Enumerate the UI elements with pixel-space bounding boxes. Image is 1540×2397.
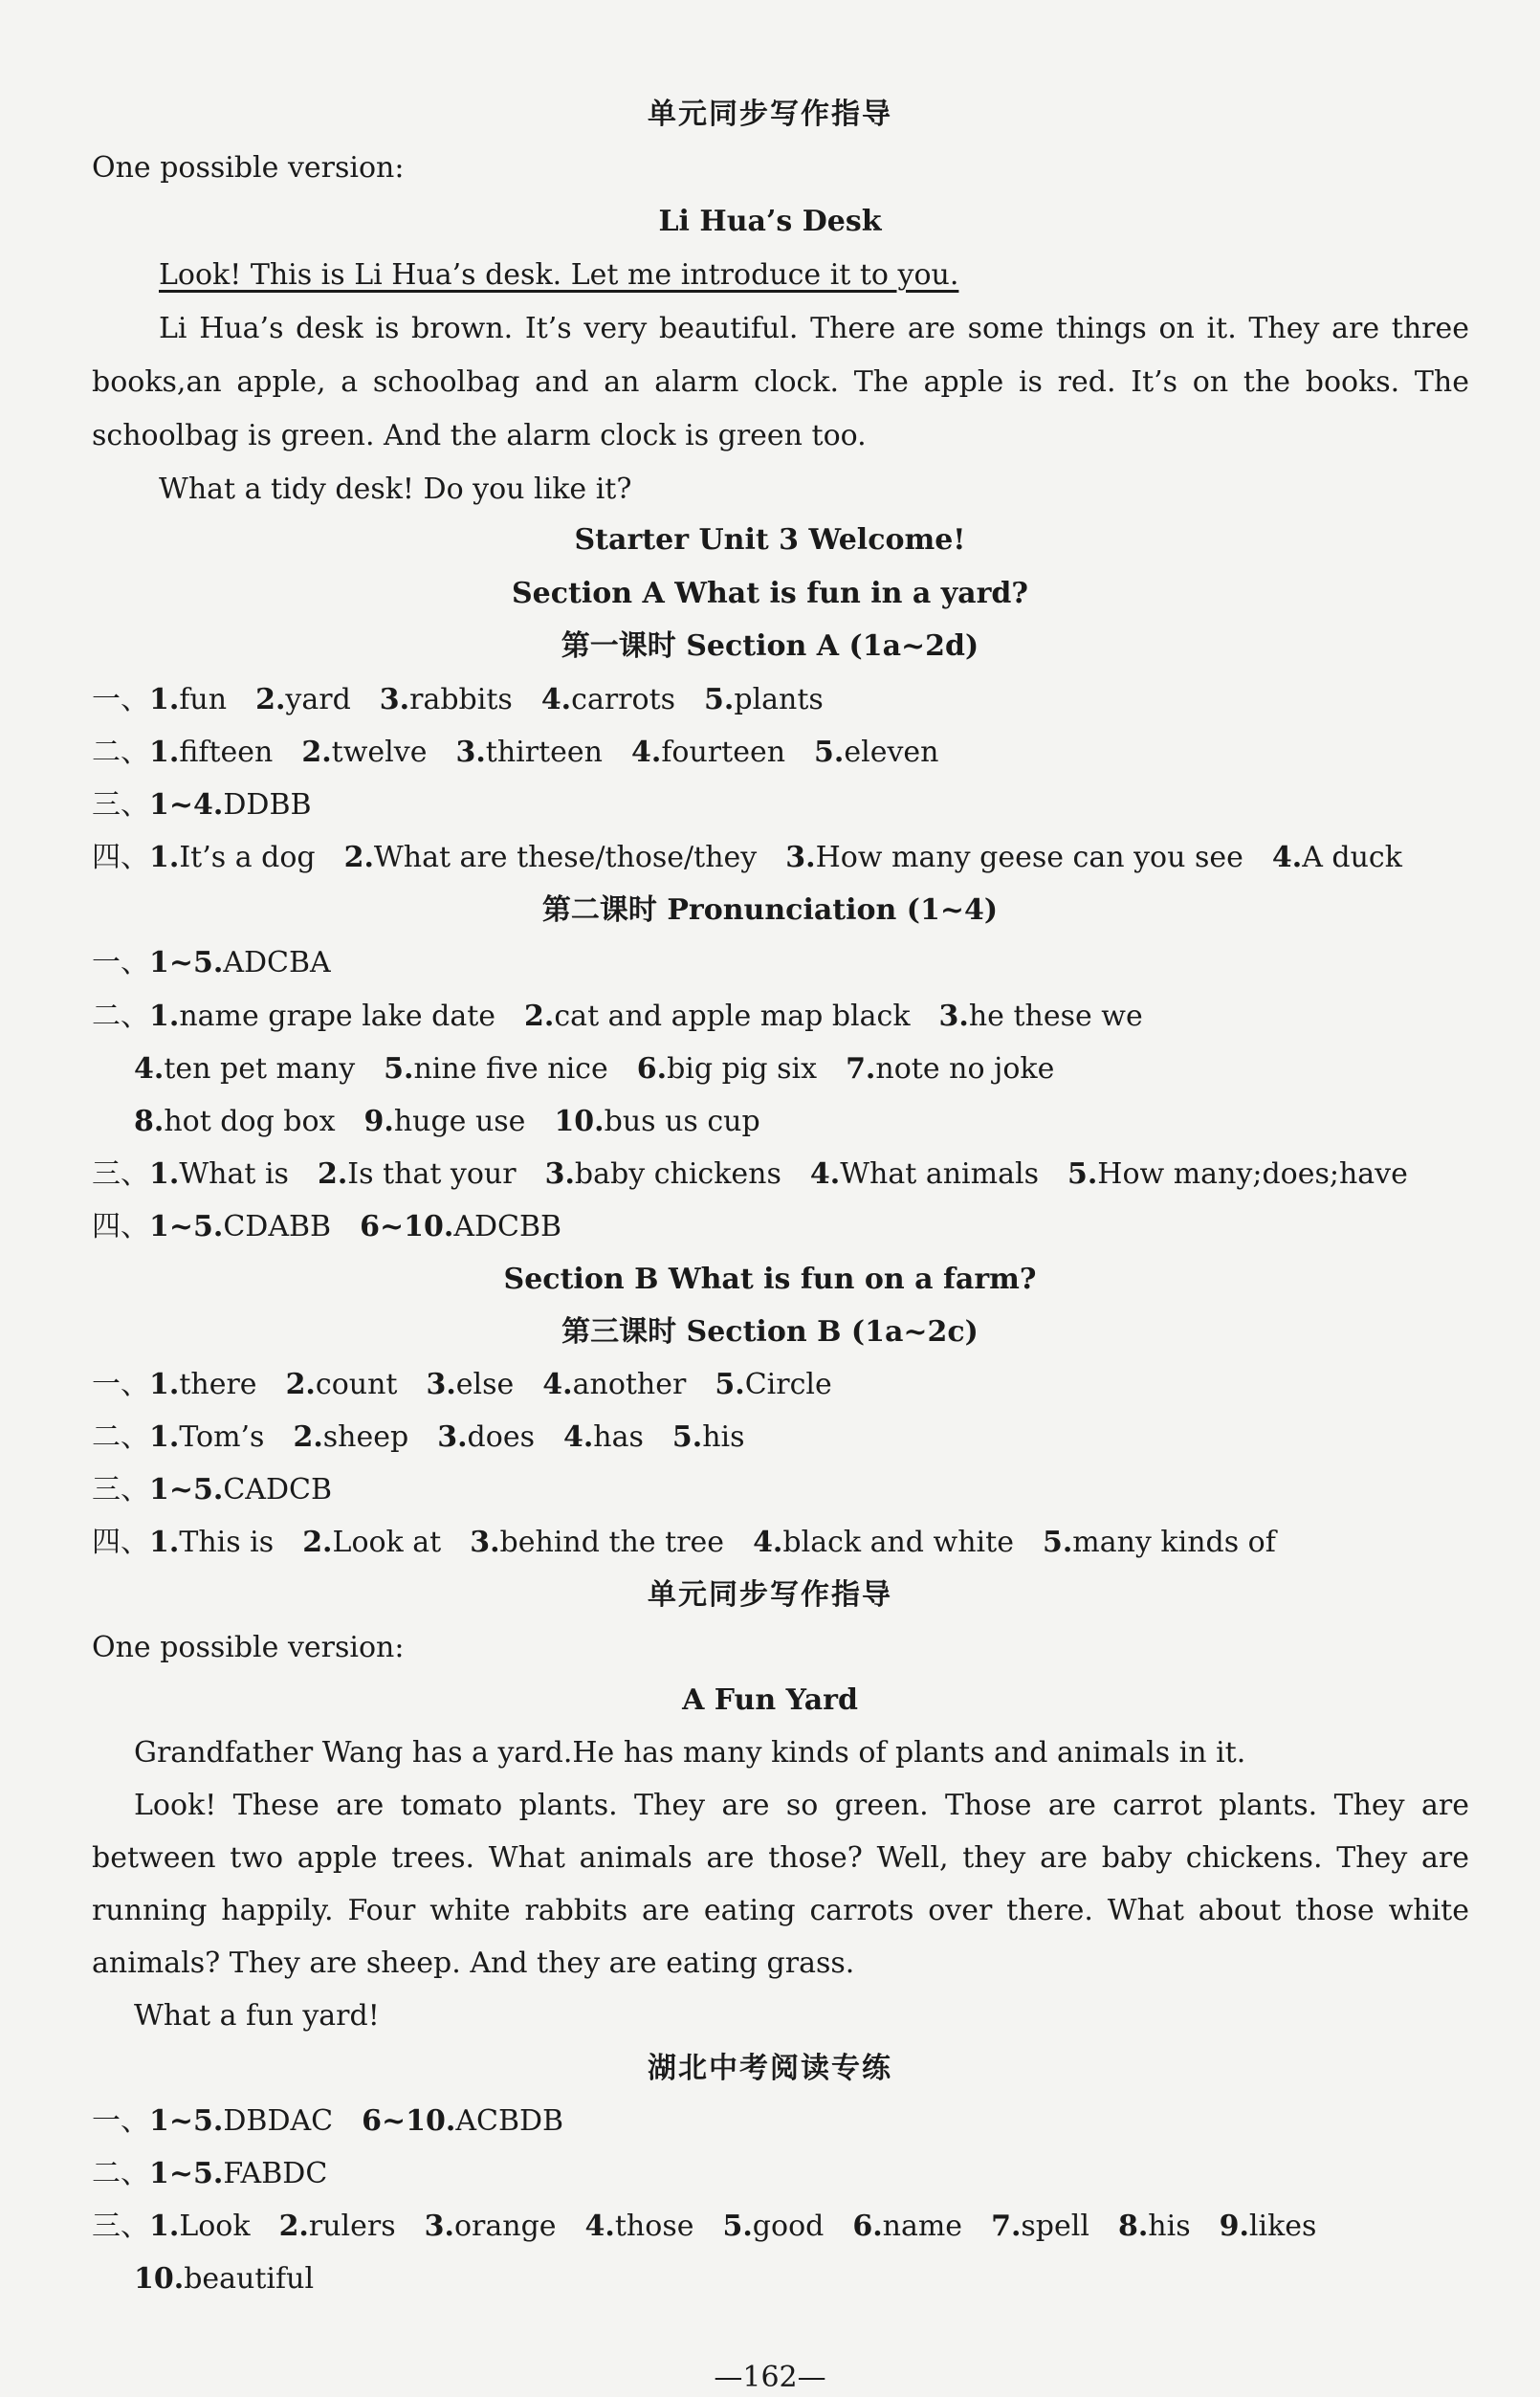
item-number: 1. [149, 1000, 180, 1033]
item-answer: there [179, 1368, 257, 1401]
lesson-1-title: 第一课时 Section A (1a~2d) [561, 629, 979, 663]
item-answer: big pig six [667, 1052, 818, 1086]
item-answer: fourteen [661, 736, 786, 769]
essay-line: Li Hua’s desk is brown. It’s very beautiful. There are some things on it. They are three [159, 312, 1469, 345]
item-answer: What animals [840, 1157, 1039, 1191]
item-number: 5. [1042, 1526, 1073, 1559]
item-answer: eleven [844, 736, 939, 769]
answer-item [149, 2104, 333, 2138]
item-number: 5. [671, 1420, 703, 1454]
essay-line: schoolbag is green. And the alarm clock is green too. [92, 419, 867, 452]
essay-line: What a fun yard! [134, 1999, 380, 2033]
question-marker: 一、 [92, 1368, 149, 1401]
writing-guide-title: 单元同步写作指导 [648, 1578, 892, 1612]
answer-item [149, 1210, 331, 1243]
version-label: One possible version: [92, 1631, 405, 1664]
answer-item [524, 1000, 910, 1033]
item-number: 3. [437, 1420, 468, 1454]
item-answer: his [702, 1420, 745, 1454]
essay-line: between two apple trees. What animals are those? Well, they are baby chickens. They are [92, 1841, 1469, 1875]
answer-item [425, 2210, 557, 2243]
item-number: 1~5. [149, 2104, 224, 2138]
unit-title: Starter Unit 3 Welcome! [574, 523, 966, 557]
answer-item [149, 1157, 289, 1191]
question-marker: 三、 [92, 2210, 149, 2243]
item-number: 9. [1219, 2210, 1249, 2243]
item-answer: likes [1248, 2210, 1317, 2243]
lesson-2-title: 第二课时 Pronunciation (1~4) [541, 893, 999, 927]
answer-item [1043, 1526, 1276, 1559]
item-number: 4. [753, 1526, 783, 1559]
item-answer: Look [179, 2210, 251, 2243]
answer-item [814, 736, 938, 769]
answer-item [1118, 2210, 1191, 2243]
question-marker: 四、 [92, 841, 149, 874]
item-number: 1. [149, 2210, 180, 2243]
item-number: 6~10. [362, 2104, 456, 2138]
answer-item [785, 841, 1243, 874]
answer-row: 三、1~5.CADCB [92, 1473, 333, 1506]
item-answer: It’s a dog [179, 841, 316, 874]
item-number: 2. [278, 2210, 309, 2243]
item-number: 5. [722, 2210, 753, 2243]
item-number: 3. [544, 1157, 575, 1191]
item-number: 1. [149, 1157, 180, 1191]
item-number: 1. [149, 841, 180, 874]
item-answer: How many;does;have [1097, 1157, 1408, 1191]
page-number: —162— [714, 2361, 826, 2394]
answer-item [301, 736, 427, 769]
item-answer: beautiful [184, 2262, 315, 2296]
answer-row [92, 1366, 1469, 1404]
item-number: 4. [809, 1157, 841, 1191]
section-a-title: Section A What is fun in a yard? [512, 577, 1028, 610]
item-number: 1. [149, 1420, 180, 1454]
item-answer: he these we [968, 1000, 1143, 1033]
answer-row [92, 839, 1469, 877]
item-number: 1. [149, 1368, 180, 1401]
item-answer: baby chickens [574, 1157, 781, 1191]
item-answer: fun [179, 683, 228, 716]
answer-item [149, 2210, 251, 2243]
answer-item [362, 2104, 563, 2138]
item-answer: What is [179, 1157, 289, 1191]
item-answer: This is [179, 1526, 275, 1559]
item-number: 3. [426, 1368, 456, 1401]
item-answer: What are these/those/they [373, 841, 758, 874]
answer-row [134, 1103, 1511, 1141]
answer-item [286, 1368, 398, 1401]
answer-item [704, 683, 824, 716]
answer-row [92, 998, 1469, 1036]
item-number: 2. [317, 1157, 348, 1191]
answer-item [134, 1052, 355, 1086]
item-answer: name grape lake date [179, 1000, 496, 1033]
question-marker: 一、 [92, 683, 149, 716]
answer-item [134, 2262, 314, 2296]
item-answer: How many geese can you see [815, 841, 1243, 874]
answer-row: 三、1~4.DDBB [92, 788, 312, 822]
item-number: 2. [343, 841, 374, 874]
item-number: 4. [630, 736, 662, 769]
item-answer: huge use [393, 1105, 526, 1138]
answer-item [631, 736, 785, 769]
answer-item [344, 841, 758, 874]
item-answer: ADCBB [453, 1210, 562, 1243]
item-number: 8. [134, 1105, 165, 1138]
answer-row: 二、1~5.FABDC [92, 2157, 328, 2190]
essay-paragraph [159, 256, 1536, 295]
item-answer: else [455, 1368, 515, 1401]
item-number: 3. [938, 1000, 969, 1033]
essay-line: What a tidy desk! Do you like it? [159, 473, 632, 506]
item-number: 2. [255, 683, 286, 716]
answer-item [149, 736, 273, 769]
item-answer: rabbits [409, 683, 513, 716]
item-answer: hot dog box [164, 1105, 336, 1138]
item-answer: fifteen [179, 736, 274, 769]
item-number: 2. [285, 1368, 316, 1401]
item-answer: good [752, 2210, 825, 2243]
item-answer: his [1148, 2210, 1191, 2243]
answer-item [470, 1526, 724, 1559]
question-marker: 二、 [92, 1000, 149, 1033]
answer-item [279, 2210, 396, 2243]
section-b-title: Section B What is fun on a farm? [503, 1263, 1037, 1296]
answer-item [852, 2210, 962, 2243]
item-number: 4. [562, 1420, 594, 1454]
answer-row [92, 1208, 1469, 1246]
writing-guide-title: 单元同步写作指导 [648, 98, 892, 131]
item-answer: rulers [308, 2210, 396, 2243]
answer-item [149, 1000, 495, 1033]
answer-item [715, 1368, 831, 1401]
item-number: 4. [542, 1368, 573, 1401]
answer-item [384, 1052, 608, 1086]
item-number: 3. [424, 2210, 454, 2243]
essay-line: Grandfather Wang has a yard.He has many kinds of plants and animals in it. [134, 1736, 1246, 1770]
item-answer: cat and apple map black [554, 1000, 911, 1033]
item-number: 6. [852, 2210, 883, 2243]
item-number: 1. [149, 1526, 180, 1559]
item-answer: another [572, 1368, 687, 1401]
item-number: 4. [1271, 841, 1303, 874]
item-answer: plants [734, 683, 824, 716]
essay-title: Li Hua’s Desk [658, 205, 882, 238]
item-answer: those [614, 2210, 694, 2243]
answer-item [360, 1210, 561, 1243]
answer-row [92, 1418, 1469, 1457]
item-number: 7. [991, 2210, 1022, 2243]
answer-item [722, 2210, 824, 2243]
item-answer: nine five nice [413, 1052, 608, 1086]
question-marker: 二、 [92, 736, 149, 769]
item-number: 5. [704, 683, 735, 716]
item-number: 10. [554, 1105, 605, 1138]
item-number: 7. [846, 1052, 876, 1086]
answer-item [149, 1368, 257, 1401]
item-answer: ACBDB [455, 2104, 564, 2138]
essay-line: running happily. Four white rabbits are eating carrots over there. What about those white [92, 1894, 1469, 1927]
item-answer: behind the tree [499, 1526, 725, 1559]
item-answer: carrots [571, 683, 676, 716]
answer-item [380, 683, 513, 716]
item-answer: does [467, 1420, 535, 1454]
item-number: 10. [134, 2262, 185, 2296]
answer-row [134, 1050, 1511, 1089]
item-answer: sheep [322, 1420, 409, 1454]
answer-row [92, 1524, 1469, 1562]
answer-item [753, 1526, 1014, 1559]
answer-row [92, 734, 1469, 772]
item-answer: orange [453, 2210, 557, 2243]
item-answer: yard [285, 683, 351, 716]
item-number: 1~5. [149, 1210, 224, 1243]
underlined-sentence: Look! This is Li Hua’s desk. Let me introduce it to you. [159, 258, 959, 292]
item-answer: Is that your [347, 1157, 517, 1191]
answer-item [1067, 1157, 1408, 1191]
answer-row [92, 1155, 1469, 1194]
item-number: 3. [785, 841, 816, 874]
item-answer: A duck [1302, 841, 1402, 874]
item-answer: note no joke [875, 1052, 1055, 1086]
answer-item [541, 683, 675, 716]
answer-item [255, 683, 351, 716]
answer-item [563, 1420, 644, 1454]
item-answer: spell [1021, 2210, 1089, 2243]
item-number: 9. [363, 1105, 394, 1138]
item-number: 1. [149, 683, 180, 716]
answer-item [437, 1420, 535, 1454]
item-number: 6. [636, 1052, 668, 1086]
item-answer: Circle [744, 1368, 832, 1401]
item-number: 1. [149, 736, 180, 769]
answer-item [426, 1368, 514, 1401]
answer-item [364, 1105, 526, 1138]
lesson-3-title: 第三课时 Section B (1a~2c) [561, 1315, 979, 1349]
essay-title: A Fun Yard [682, 1683, 858, 1717]
answer-item [991, 2210, 1089, 2243]
answer-item [149, 683, 227, 716]
answer-item [939, 1000, 1143, 1033]
item-number: 6~10. [360, 1210, 454, 1243]
item-answer: Look at [332, 1526, 442, 1559]
item-number: 2. [302, 1526, 333, 1559]
answer-item [810, 1157, 1039, 1191]
answer-item [318, 1157, 517, 1191]
item-number: 3. [379, 683, 410, 716]
answer-item [545, 1157, 781, 1191]
item-answer: DBDAC [223, 2104, 334, 2138]
question-marker: 四、 [92, 1526, 149, 1559]
essay-line: Look! These are tomato plants. They are so green. Those are carrot plants. They are [134, 1789, 1469, 1822]
question-marker: 二、 [92, 1420, 149, 1454]
version-label: One possible version: [92, 151, 405, 185]
answer-item [637, 1052, 817, 1086]
item-answer: Tom’s [179, 1420, 265, 1454]
answer-item [542, 1368, 686, 1401]
item-number: 5. [1067, 1157, 1098, 1191]
item-answer: CDABB [223, 1210, 332, 1243]
essay-line: animals? They are sheep. And they are eating grass. [92, 1946, 855, 1980]
essay-line: books,an apple, a schoolbag and an alarm clock. The apple is red. It’s on the books. The [92, 365, 1469, 399]
item-number: 4. [540, 683, 572, 716]
item-answer: black and white [782, 1526, 1014, 1559]
item-number: 3. [470, 1526, 500, 1559]
answer-item [149, 1420, 264, 1454]
answer-row [134, 2260, 1511, 2298]
item-answer: count [315, 1368, 398, 1401]
answer-item [1272, 841, 1402, 874]
answer-row [92, 2102, 1469, 2141]
item-number: 2. [524, 1000, 555, 1033]
item-number: 4. [584, 2210, 615, 2243]
answer-item [554, 1105, 759, 1138]
item-answer: many kinds of [1072, 1526, 1276, 1559]
answer-item [1220, 2210, 1317, 2243]
item-number: 2. [301, 736, 332, 769]
item-number: 2. [293, 1420, 323, 1454]
answer-item [846, 1052, 1054, 1086]
answer-item [302, 1526, 441, 1559]
answer-item [293, 1420, 408, 1454]
answer-row [92, 681, 1469, 719]
item-number: 5. [814, 736, 845, 769]
item-number: 8. [1117, 2210, 1149, 2243]
question-marker: 一、 [92, 2104, 149, 2138]
answer-item [585, 2210, 694, 2243]
reading-practice-title: 湖北中考阅读专练 [648, 2052, 892, 2085]
answer-item [149, 1526, 274, 1559]
question-marker: 四、 [92, 1210, 149, 1243]
answer-item [672, 1420, 745, 1454]
item-number: 3. [455, 736, 486, 769]
item-answer: twelve [331, 736, 428, 769]
answer-item [134, 1105, 336, 1138]
question-marker: 三、 [92, 1157, 149, 1191]
item-number: 5. [715, 1368, 745, 1401]
item-number: 4. [134, 1052, 165, 1086]
answer-row: 一、1~5.ADCBA [92, 946, 331, 979]
answer-item [455, 736, 603, 769]
answer-item [149, 841, 316, 874]
item-number: 5. [384, 1052, 414, 1086]
answer-row [92, 2208, 1469, 2246]
item-answer: bus us cup [604, 1105, 760, 1138]
item-answer: ten pet many [164, 1052, 356, 1086]
item-answer: has [593, 1420, 644, 1454]
item-answer: name [882, 2210, 963, 2243]
item-answer: thirteen [485, 736, 603, 769]
